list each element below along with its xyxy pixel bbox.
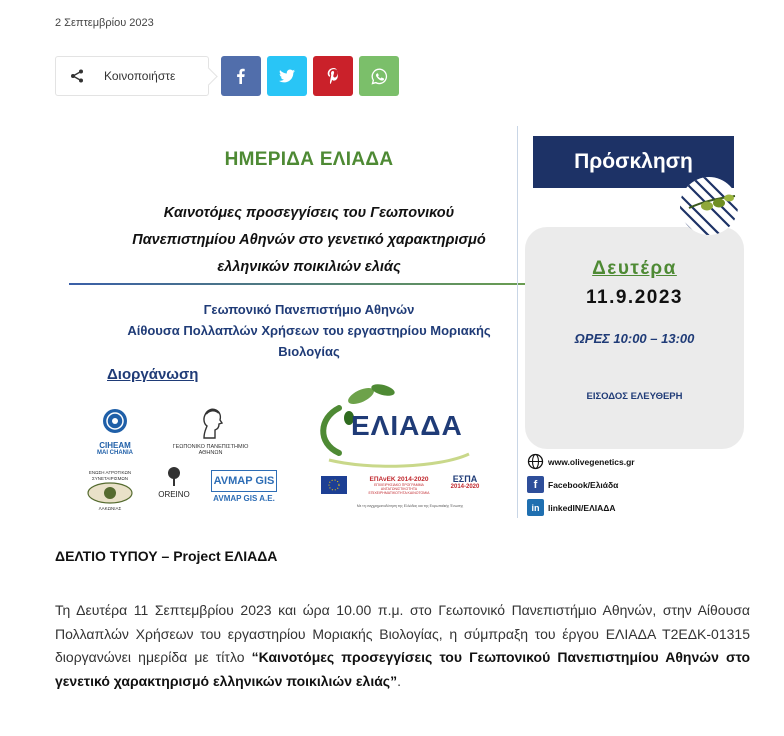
ciheam-sub: MAI CHANIA bbox=[97, 450, 133, 456]
epanek-sub: ΕΠΙΧΕΙΡΗΣΙΑΚΟ ΠΡΟΓΡΑΜΜΑ ΑΝΤΑΓΩΝΙΣΤΙΚΟΤΗΤΑ ΕΠΙΧΕΙΡΗΜΑΤΙΚΟΤΗΤΑ ΚΑΙΝΟΤΟΜΙΑ bbox=[368, 483, 430, 495]
divider bbox=[69, 283, 559, 285]
facebook-share-button[interactable] bbox=[221, 56, 261, 96]
avmap-mark: AVMAP GIS bbox=[211, 470, 277, 492]
twitter-icon bbox=[279, 69, 295, 83]
linkedin-icon: in bbox=[527, 499, 544, 516]
event-day: Δευτέρα bbox=[592, 258, 677, 279]
article-body bbox=[55, 548, 750, 693]
share-icon bbox=[70, 69, 84, 83]
oreino-logo bbox=[153, 466, 195, 499]
gpa-name: ΓΕΩΠΟΝΙΚΟ ΠΑΝΕΠΙΣΤΗΜΙΟ ΑΘΗΝΩΝ bbox=[172, 444, 249, 456]
organizers-label: Διοργάνωση bbox=[107, 366, 199, 383]
espa-name: ΕΣΠΑ bbox=[452, 474, 478, 484]
share-label: Κοινοποιήστε bbox=[104, 69, 176, 83]
article-heading: ΔΕΛΤΙΟ ΤΥΠΟΥ – Project ΕΛΙΑΔΑ bbox=[55, 548, 278, 564]
poster-venue-line: Γεωπονικό Πανεπιστήμιο Αθηνών bbox=[203, 302, 415, 317]
globe-icon bbox=[527, 453, 544, 470]
eliada-logo-text: ΕΛΙΑΔΑ bbox=[351, 410, 463, 441]
ciheam-logo bbox=[85, 408, 145, 456]
ciheam-name: CIHEAM bbox=[99, 441, 131, 450]
ciheam-emblem-icon bbox=[102, 408, 128, 434]
whatsapp-share-button[interactable] bbox=[359, 56, 399, 96]
poster-subtitle-line: Πανεπιστημίου Αθηνών στο γενετικό χαρακτηρισμό bbox=[132, 232, 486, 248]
event-info-panel bbox=[525, 227, 744, 449]
paragraph-text: Τη Δευτέρα 11 Σεπτεμβρίου 2023 και ώρα 10.00 π.μ. στο Γεωπονικό Πανεπιστήμιο Αθηνών, στην Αίθουσα Πολλαπλών Χρήσεων του εργαστηρίου Μοριακής Βιολογίας, η σύμπραξη του έργου ΕΛΙΑΔΑ Τ2ΕΔΚ-01315 διοργανώνει ημερίδα με τίτλο bbox=[55, 602, 750, 665]
funding-note: Με τη συγχρηματοδότηση της Ελλάδας και της Ευρωπαϊκής Ένωσης bbox=[356, 504, 464, 508]
athena-head-icon bbox=[194, 402, 228, 442]
gpa-logo bbox=[163, 402, 258, 456]
paragraph-end: . bbox=[397, 672, 401, 689]
poster-venue-line: Αίθουσα Πολλαπλών Χρήσεων του εργαστηρίου Μοριακής bbox=[127, 323, 491, 338]
share-bar bbox=[55, 56, 399, 96]
coop-region: ΛΑΚΩΝΙΑΣ bbox=[98, 506, 122, 511]
contact-facebook-text: Facebook/Ελιάδα bbox=[548, 479, 619, 490]
espa-logo bbox=[441, 474, 489, 490]
poster-subtitle-line: Καινοτόμες προσεγγίσεις του Γεωπονικού bbox=[163, 205, 455, 221]
facebook-icon bbox=[233, 68, 249, 84]
pinterest-icon bbox=[327, 68, 340, 84]
contact-linkedin bbox=[527, 496, 635, 519]
epanek-name: ΕΠΑνΕΚ 2014-2020 bbox=[369, 476, 429, 483]
avmap-name: AVMAP GIS A.E. bbox=[213, 494, 275, 503]
pinterest-share-button[interactable] bbox=[313, 56, 353, 96]
tree-icon bbox=[164, 466, 184, 488]
divider bbox=[517, 126, 518, 518]
poster-subtitle bbox=[55, 200, 563, 281]
invitation-banner: Πρόσκληση bbox=[533, 136, 734, 188]
avmap-logo bbox=[211, 470, 277, 503]
whatsapp-icon bbox=[371, 68, 388, 85]
epanek-logo bbox=[363, 476, 435, 495]
poster-venue bbox=[55, 299, 563, 362]
coop-emblem-icon bbox=[86, 482, 134, 504]
eu-flag-icon bbox=[321, 476, 347, 494]
coop-name: ΕΝΩΣΗ ΑΓΡΟΤΙΚΩΝ ΣΥΝΕΤΑΙΡΙΣΜΩΝ bbox=[88, 470, 132, 481]
poster-subtitle-line: ελληνικών ποικιλιών ελιάς bbox=[217, 259, 401, 275]
espa-years: 2014-2020 bbox=[450, 484, 480, 490]
coop-logo bbox=[81, 470, 139, 512]
contact-facebook bbox=[527, 473, 635, 496]
contact-linkedin-text: linkedIN/ΕΛΙΑΔΑ bbox=[548, 502, 616, 513]
event-entry: ΕΙΣΟΔΟΣ ΕΛΕΥΘΕΡΗ bbox=[586, 391, 683, 402]
contact-website bbox=[527, 450, 635, 473]
oreino-name: OREINO bbox=[158, 490, 190, 499]
contact-website-text: www.olivegenetics.gr bbox=[548, 456, 635, 467]
article-paragraph bbox=[55, 599, 750, 693]
funding-logos bbox=[321, 474, 499, 510]
contact-list bbox=[527, 450, 635, 519]
facebook-icon: f bbox=[527, 476, 544, 493]
paragraph-bold-title: “Καινοτόμες προσεγγίσεις του Γεωπονικού Πανεπιστημίου Αθηνών στο γενετικό χαρακτηρισμό ελληνικών ποικιλιών ελιάς” bbox=[55, 649, 750, 689]
twitter-share-button[interactable] bbox=[267, 56, 307, 96]
event-date: 11.9.2023 bbox=[586, 287, 683, 308]
post-date: 2 Σεπτεμβρίου 2023 bbox=[55, 17, 154, 29]
event-poster bbox=[55, 126, 749, 518]
share-label-box[interactable] bbox=[55, 56, 209, 96]
olive-branch-icon bbox=[679, 176, 739, 236]
event-hours: ΩΡΕΣ 10:00 – 13:00 bbox=[574, 331, 695, 346]
poster-title: ΗΜΕΡΙΔΑ ΕΛΙΑΔΑ bbox=[224, 149, 394, 170]
poster-venue-line: Βιολογίας bbox=[278, 344, 340, 359]
